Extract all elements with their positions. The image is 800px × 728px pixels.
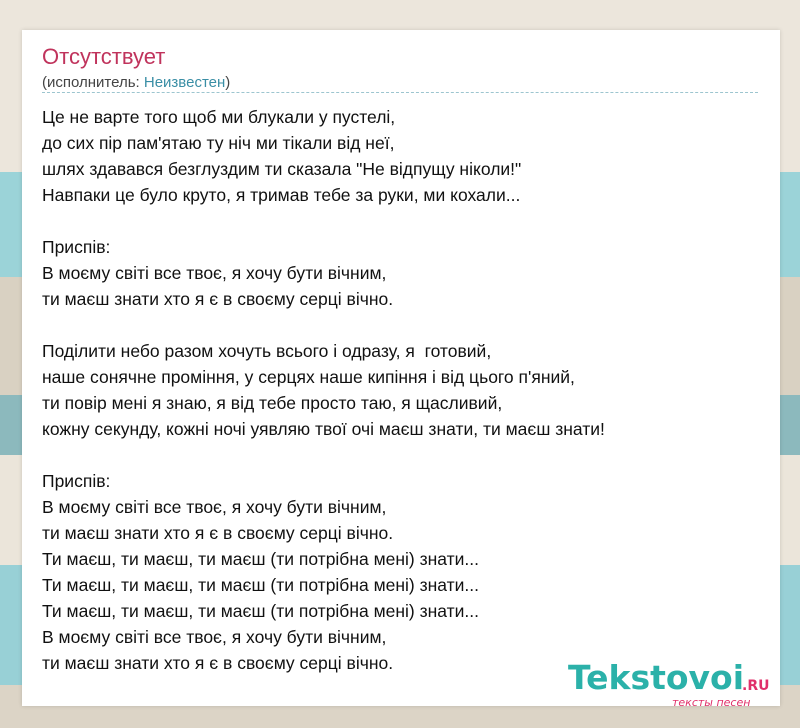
lyric-line: В моєму світі все твоє, я хочу бути вічним,	[42, 497, 387, 517]
song-title: Отсутствует	[42, 44, 166, 69]
logo-wordmark: Tekstovoi	[568, 658, 745, 697]
lyric-line: наше сонячне проміння, у серцях наше кипіння і від цього п'яний,	[42, 367, 575, 387]
stanza-break	[42, 442, 762, 468]
lyric-line: В моєму світі все твоє, я хочу бути вічним,	[42, 627, 387, 647]
logo-domain: .RU	[742, 678, 770, 694]
title-separator	[42, 92, 758, 93]
lyric-line: Ти маєш, ти маєш, ти маєш (ти потрібна мені) знати...	[42, 575, 480, 595]
lyrics-text	[42, 104, 762, 676]
lyric-line: Навпаки це було круто, я тримав тебе за руки, ми кохали...	[42, 185, 521, 205]
lyric-line: Приспів:	[42, 237, 111, 257]
lyric-line: ти повір мені я знаю, я від тебе просто таю, я щасливий,	[42, 393, 503, 413]
stanza-break	[42, 312, 762, 338]
lyric-line: ти маєш знати хто я є в своєму серці вічно.	[42, 289, 394, 309]
lyric-line: Поділити небо разом хочуть всього і одразу, я готовий,	[42, 341, 492, 361]
artist-link[interactable]: Неизвестен	[143, 74, 226, 91]
lyric-line: В моєму світі все твоє, я хочу бути вічним,	[42, 263, 387, 283]
lyrics-card	[22, 30, 780, 706]
lyric-line: Це не варте того щоб ми блукали у пустелі,	[42, 107, 396, 127]
lyric-line: до сих пір пам'ятаю ту ніч ми тікали від неї,	[42, 133, 395, 153]
logo-tagline: тексты песен	[672, 696, 751, 709]
lyric-line: кожну секунду, кожні ночі уявляю твої очі маєш знати, ти маєш знати!	[42, 419, 605, 439]
stanza-break	[42, 208, 762, 234]
lyric-line: ти маєш знати хто я є в своєму серці вічно.	[42, 523, 394, 543]
artist-line	[42, 74, 230, 91]
artist-suffix: )	[225, 74, 231, 91]
lyric-line: Ти маєш, ти маєш, ти маєш (ти потрібна мені) знати...	[42, 601, 480, 621]
lyric-line: ти маєш знати хто я є в своєму серці вічно.	[42, 653, 394, 673]
site-logo[interactable]	[568, 658, 778, 718]
lyric-line: Ти маєш, ти маєш, ти маєш (ти потрібна мені) знати...	[42, 549, 480, 569]
lyric-line: шлях здавався безглуздим ти сказала "Не відпущу ніколи!"	[42, 159, 522, 179]
lyric-line: Приспів:	[42, 471, 111, 491]
artist-prefix: (исполнитель:	[42, 74, 144, 91]
